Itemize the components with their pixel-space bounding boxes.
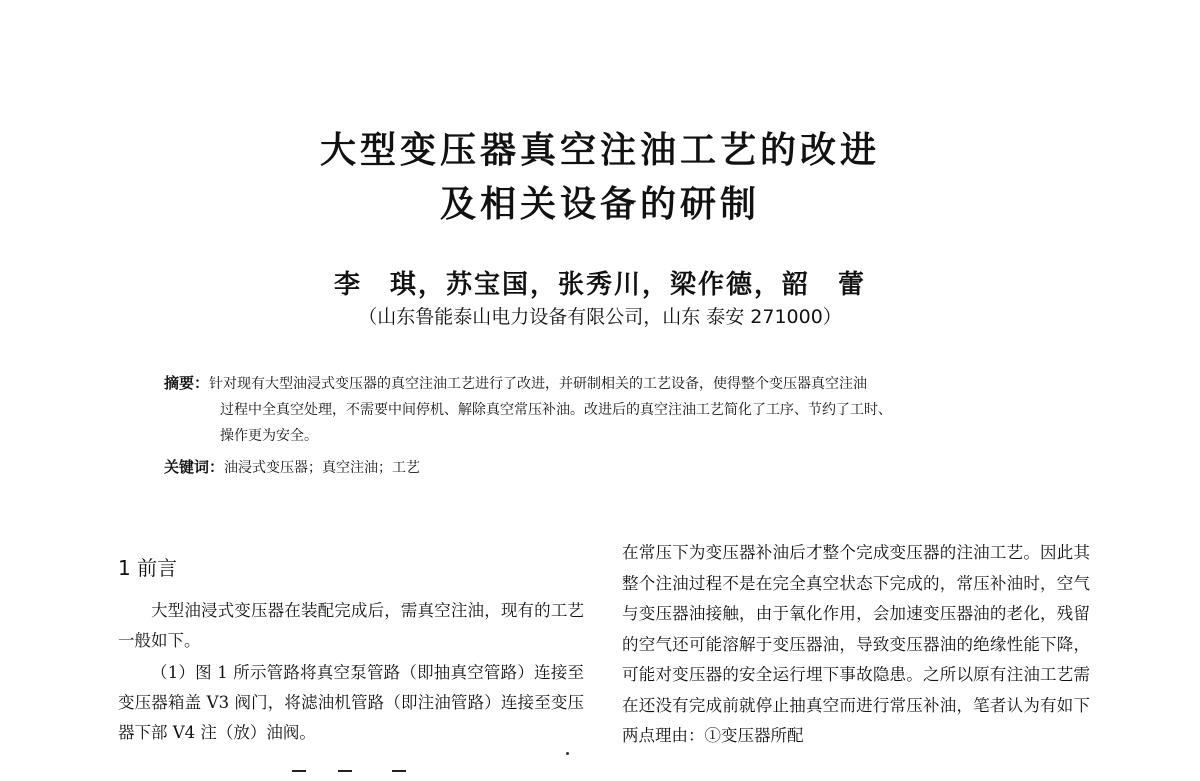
section-heading: 1 前言: [118, 556, 178, 580]
keywords: [164, 455, 1064, 480]
figure-edge-mark: [338, 770, 352, 781]
affiliation: （山东鲁能泰山电力设备有限公司，山东 泰安 271000）: [358, 306, 842, 328]
left-column: [118, 596, 584, 750]
abstract-line-2: 过程中全真空处理，不需要中间停机、解除真空常压补油。改进后的真空注油工艺简化了工序、节约了工时、: [220, 402, 892, 418]
stray-dot: [566, 752, 569, 755]
abstract: [164, 370, 1064, 449]
abstract-first-line: [164, 370, 1064, 397]
authors: 李 琪，苏宝国，张秀川，梁作德，韶 蕾: [333, 270, 866, 300]
title-line-1: 大型变压器真空注油工艺的改进: [319, 129, 880, 171]
figure-edge-mark: [292, 770, 306, 781]
abstract-label: 摘要：: [164, 374, 210, 392]
right-column: 在常压下为变压器补油后才整个完成变压器的注油工艺。因此其整个注油过程不是在完全真空状态下完成的，常压补油时，空气与变压器油接触，由于氧化作用，会加速变压器油的老化，残留的空气还可能溶解于变压器油，导致变压器油的绝缘性能下降，可能对变压器的安全运行埋下事故隐患。之所以原有注油工艺需在还没有完成前就停止抽真空而进行常压补油，笔者认为有如下两点理由：①变压器所配: [622, 543, 1090, 745]
keywords-label: 关键词：: [164, 458, 225, 476]
abstract-line-3: 操作更为安全。: [220, 428, 318, 444]
abstract-line-1: 针对现有大型油浸式变压器的真空注油工艺进行了改进，并研制相关的工艺设备，使得整个变压器真空注油: [209, 376, 868, 392]
paragraph-1: 大型油浸式变压器在装配完成后，需真空注油，现有的工艺一般如下。: [118, 601, 584, 650]
keywords-text: 油浸式变压器；真空注油；工艺: [224, 460, 421, 476]
title-line-2: 及相关设备的研制: [439, 183, 760, 225]
paragraph-2: （1）图 1 所示管路将真空泵管路（即抽真空管路）连接至变压器箱盖 V3 阀门，将滤油机管路（即注油管路）连接至变压器下部 V4 注（放）油阀。: [118, 663, 584, 742]
figure-edge-mark: [392, 770, 406, 781]
